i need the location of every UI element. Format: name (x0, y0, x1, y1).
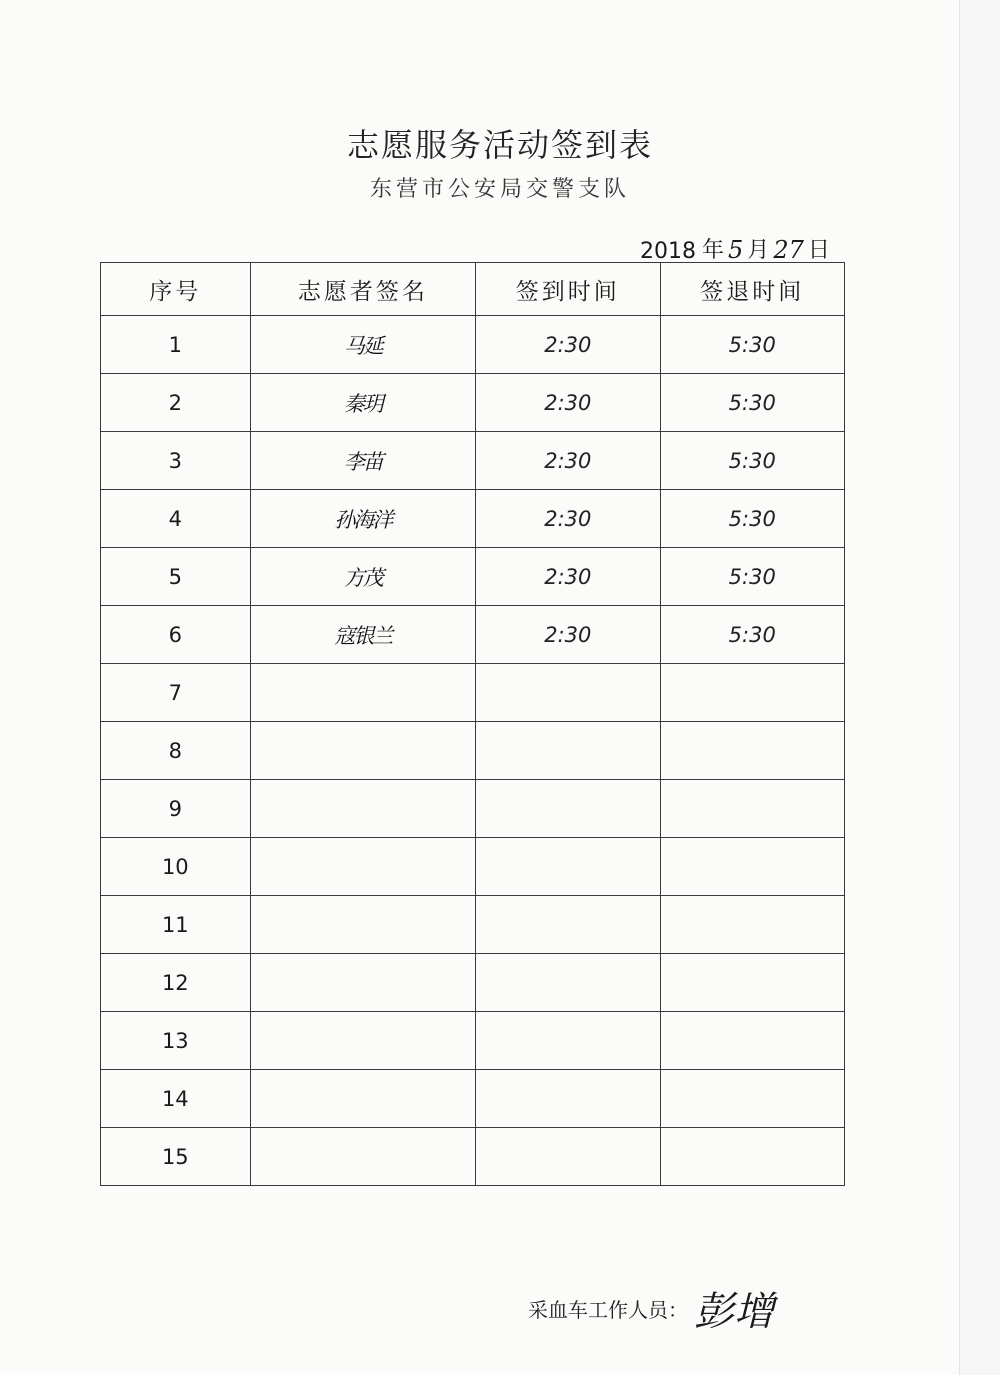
page-title: 志愿服务活动签到表 (346, 126, 653, 164)
sign-out-time: 5:30 (660, 432, 844, 490)
volunteer-signature (250, 896, 475, 954)
row-no: 2 (101, 374, 251, 432)
sign-out-time (660, 838, 844, 896)
sign-out-time (660, 722, 844, 780)
sign-in-time: 2:30 (476, 606, 660, 664)
date-year-unit: 年 (702, 238, 725, 263)
table-header-row (101, 263, 845, 316)
row-no: 12 (101, 954, 251, 1012)
volunteer-signature (250, 664, 475, 722)
scan-edge (959, 0, 1000, 1375)
table-row (101, 780, 845, 838)
table-row (101, 838, 845, 896)
date-month-unit: 月 (747, 238, 770, 263)
table-row (101, 664, 845, 722)
row-no: 3 (101, 432, 251, 490)
row-no: 8 (101, 722, 251, 780)
row-no: 5 (101, 548, 251, 606)
row-no: 14 (101, 1070, 251, 1128)
staff-signature-line (528, 1280, 774, 1337)
date-day-unit: 日 (807, 238, 830, 263)
table-row (101, 1012, 845, 1070)
row-no: 4 (101, 490, 251, 548)
date-day: 27 (773, 236, 804, 264)
sign-in-time: 2:30 (476, 490, 660, 548)
signin-table (100, 262, 845, 1186)
table-row (101, 722, 845, 780)
sign-out-time: 5:30 (660, 548, 844, 606)
table-row (101, 606, 845, 664)
sign-out-time (660, 780, 844, 838)
sign-out-time (660, 1070, 844, 1128)
date-month: 5 (728, 236, 744, 264)
header-sign-out: 签退时间 (660, 263, 844, 316)
sign-in-time (476, 722, 660, 780)
header-sign-in: 签到时间 (476, 263, 660, 316)
table-row (101, 1070, 845, 1128)
date-year: 2018 (640, 239, 696, 264)
row-no: 1 (101, 316, 251, 374)
volunteer-signature: 李苗 (250, 432, 475, 490)
sign-in-time: 2:30 (476, 548, 660, 606)
sign-in-time (476, 896, 660, 954)
table-row (101, 954, 845, 1012)
sign-in-time (476, 838, 660, 896)
volunteer-signature: 秦玥 (250, 374, 475, 432)
row-no: 15 (101, 1128, 251, 1186)
sign-in-time (476, 1128, 660, 1186)
sign-out-time (660, 664, 844, 722)
table-row (101, 548, 845, 606)
header-no: 序号 (101, 263, 251, 316)
header-name: 志愿者签名 (250, 263, 475, 316)
sign-in-time (476, 1070, 660, 1128)
staff-signature: 彭增 (694, 1289, 774, 1335)
sign-out-time (660, 896, 844, 954)
staff-label: 采血车工作人员： (528, 1298, 688, 1322)
table-row (101, 1128, 845, 1186)
sign-out-time: 5:30 (660, 374, 844, 432)
row-no: 9 (101, 780, 251, 838)
volunteer-signature (250, 1070, 475, 1128)
sign-out-time (660, 1012, 844, 1070)
volunteer-signature (250, 722, 475, 780)
volunteer-signature: 寇银兰 (250, 606, 475, 664)
row-no: 10 (101, 838, 251, 896)
sign-out-time (660, 1128, 844, 1186)
table-row (101, 432, 845, 490)
table-row (101, 896, 845, 954)
sign-out-time: 5:30 (660, 606, 844, 664)
page-subtitle: 东营市公安局交警支队 (369, 177, 630, 202)
volunteer-signature (250, 838, 475, 896)
sign-in-time: 2:30 (476, 374, 660, 432)
table-row (101, 490, 845, 548)
volunteer-signature (250, 954, 475, 1012)
sign-out-time (660, 954, 844, 1012)
row-no: 6 (101, 606, 251, 664)
volunteer-signature (250, 1128, 475, 1186)
table-row (101, 316, 845, 374)
sign-in-time (476, 954, 660, 1012)
sign-out-time: 5:30 (660, 490, 844, 548)
volunteer-signature: 方茂 (250, 548, 475, 606)
volunteer-signature (250, 1012, 475, 1070)
row-no: 7 (101, 664, 251, 722)
date-line (640, 228, 830, 264)
volunteer-signature (250, 780, 475, 838)
sign-in-time (476, 664, 660, 722)
row-no: 13 (101, 1012, 251, 1070)
volunteer-signature: 孙海洋 (250, 490, 475, 548)
sign-in-time (476, 780, 660, 838)
sign-out-time: 5:30 (660, 316, 844, 374)
sign-in-time: 2:30 (476, 432, 660, 490)
row-no: 11 (101, 896, 251, 954)
volunteer-signature: 马延 (250, 316, 475, 374)
sign-in-time (476, 1012, 660, 1070)
sign-in-time: 2:30 (476, 316, 660, 374)
table-row (101, 374, 845, 432)
